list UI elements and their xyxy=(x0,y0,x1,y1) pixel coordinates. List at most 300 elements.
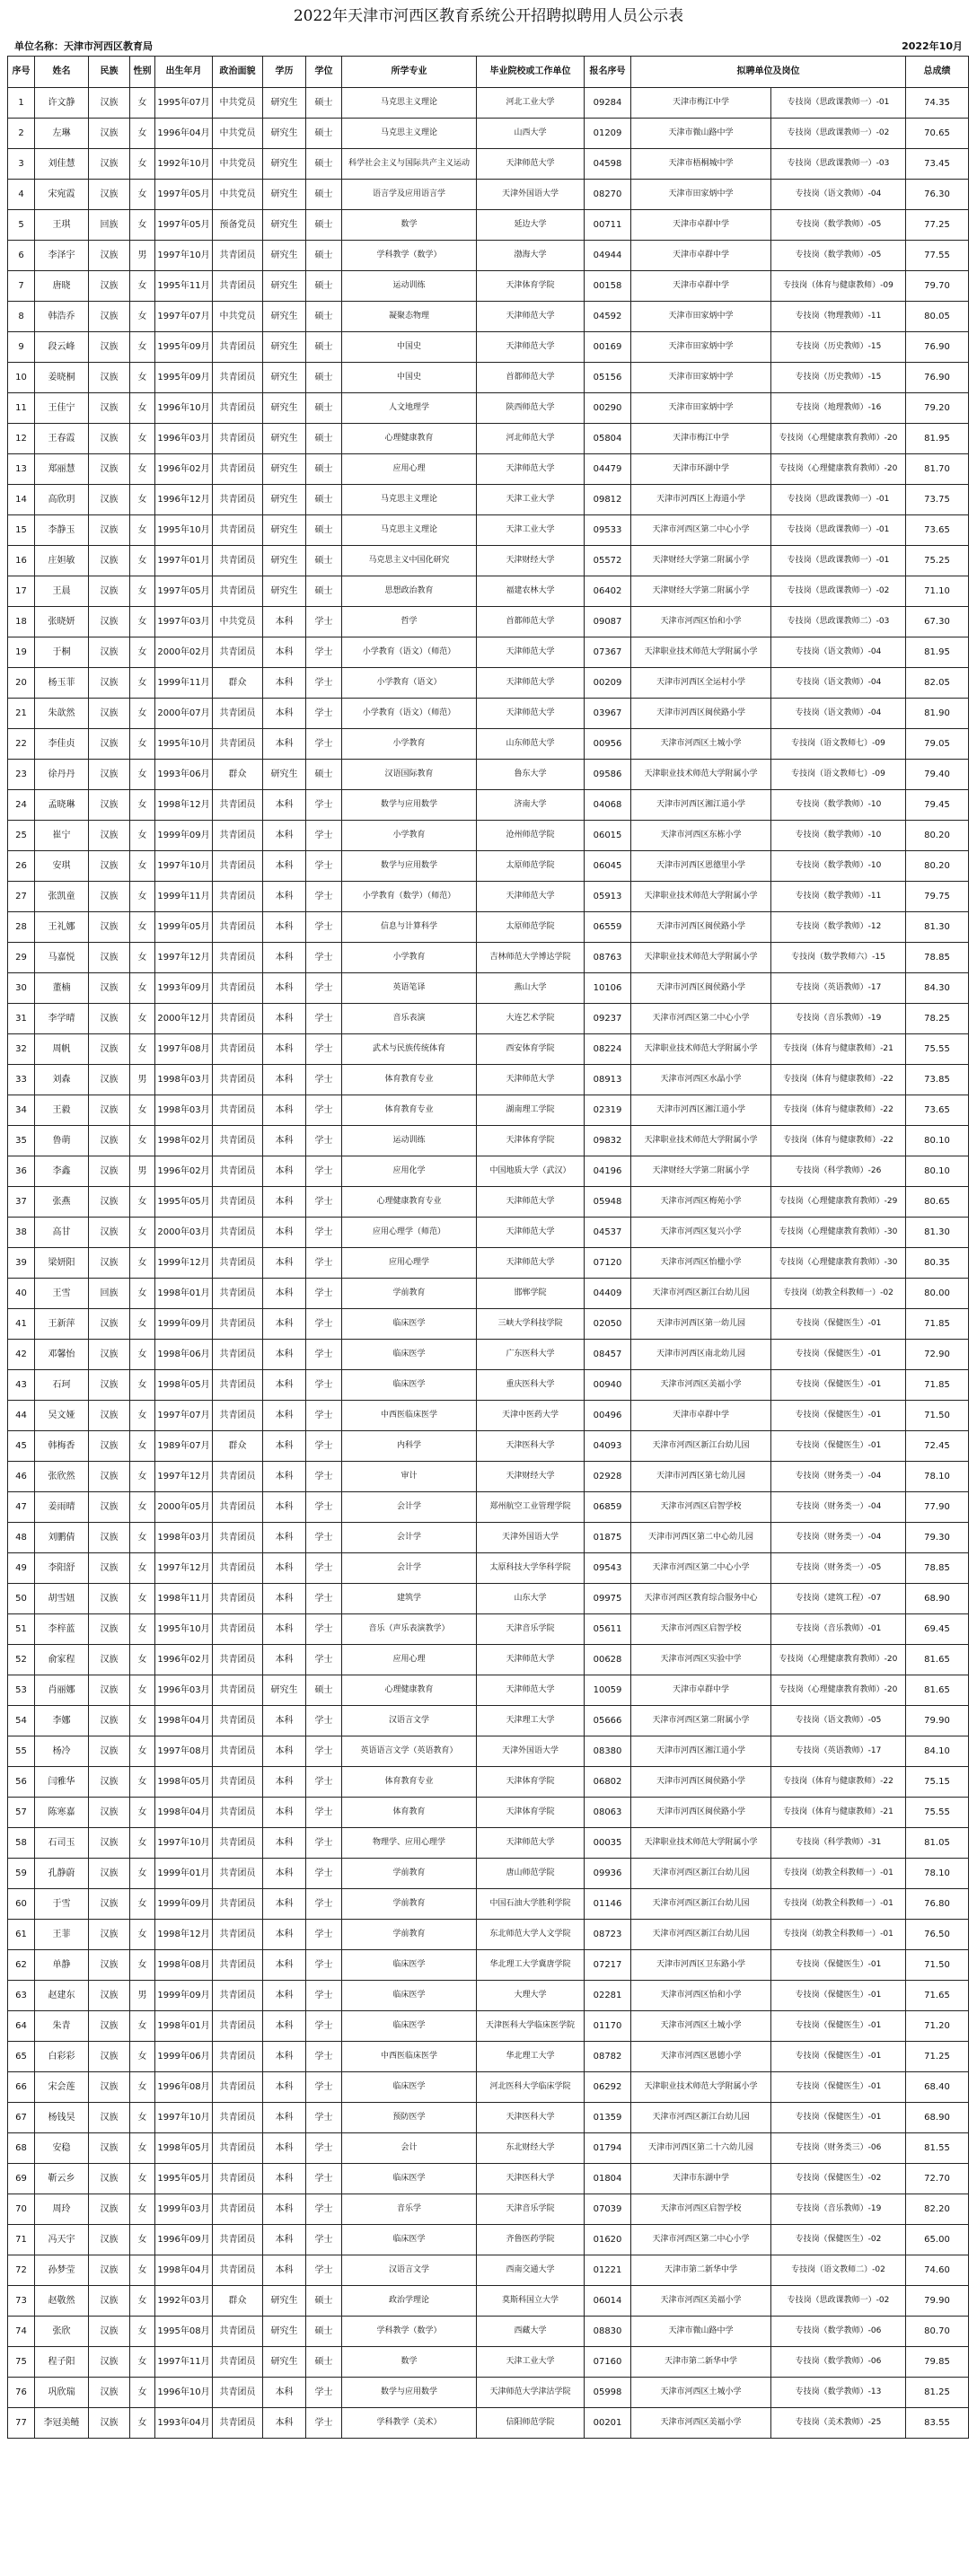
cell-degree: 学士 xyxy=(306,699,342,729)
cell-school: 山东师范大学 xyxy=(477,729,585,760)
cell-name: 张凯童 xyxy=(35,882,89,912)
cell-political: 中共党员 xyxy=(213,302,263,332)
table-row xyxy=(8,1187,969,1218)
cell-name: 杨玉菲 xyxy=(35,668,89,699)
cell-name: 鲁萌 xyxy=(35,1126,89,1156)
cell-education: 本科 xyxy=(263,943,306,973)
cell-degree: 硕士 xyxy=(306,2317,342,2347)
table-row xyxy=(8,393,969,424)
cell-reg-no: 00496 xyxy=(585,1401,631,1431)
cell-reg-no: 02319 xyxy=(585,1095,631,1126)
cell-ethnicity: 汉族 xyxy=(89,485,130,515)
cell-unit: 天津职业技术师范大学附属小学 xyxy=(631,943,771,973)
cell-unit: 天津市河西区新江台幼儿园 xyxy=(631,2103,771,2133)
cell-school: 华北理工大学冀唐学院 xyxy=(477,1950,585,1981)
cell-index: 28 xyxy=(8,912,35,943)
cell-unit: 天津市田家炳中学 xyxy=(631,363,771,393)
cell-score: 80.05 xyxy=(906,302,969,332)
cell-score: 81.65 xyxy=(906,1675,969,1706)
cell-reg-no: 00158 xyxy=(585,271,631,302)
cell-major: 会计学 xyxy=(342,1553,477,1584)
cell-political: 共青团员 xyxy=(213,790,263,821)
cell-major: 应用心理 xyxy=(342,1645,477,1675)
cell-score: 73.85 xyxy=(906,1065,969,1095)
cell-degree: 学士 xyxy=(306,607,342,637)
cell-school: 山西大学 xyxy=(477,119,585,149)
cell-school: 河北工业大学 xyxy=(477,88,585,119)
cell-reg-no: 09237 xyxy=(585,1004,631,1034)
cell-post: 专技岗（心理健康教育教师）-20 xyxy=(771,424,906,454)
cell-degree: 学士 xyxy=(306,912,342,943)
cell-major: 体育教育专业 xyxy=(342,1767,477,1798)
table-row xyxy=(8,454,969,485)
cell-score: 74.60 xyxy=(906,2255,969,2286)
cell-post: 专技岗（语文教师）-04 xyxy=(771,699,906,729)
cell-education: 研究生 xyxy=(263,363,306,393)
cell-reg-no: 06402 xyxy=(585,576,631,607)
cell-major: 数学 xyxy=(342,2347,477,2378)
cell-education: 本科 xyxy=(263,882,306,912)
cell-unit: 天津市河西区怡和小学 xyxy=(631,607,771,637)
cell-birth: 1999年09月 xyxy=(155,1309,213,1340)
cell-post: 专技岗（数学教师）-06 xyxy=(771,2347,906,2378)
cell-post: 专技岗（保健医生）-01 xyxy=(771,1950,906,1981)
cell-score: 79.85 xyxy=(906,2347,969,2378)
cell-score: 78.25 xyxy=(906,1004,969,1034)
cell-unit: 天津财经大学第二附属小学 xyxy=(631,1156,771,1187)
table-row xyxy=(8,424,969,454)
cell-unit: 天津市河西区教育综合服务中心 xyxy=(631,1584,771,1614)
cell-school: 唐山师范学院 xyxy=(477,1859,585,1889)
cell-gender: 女 xyxy=(130,271,155,302)
table-row xyxy=(8,1584,969,1614)
cell-school: 鲁东大学 xyxy=(477,760,585,790)
cell-gender: 女 xyxy=(130,1004,155,1034)
cell-education: 研究生 xyxy=(263,302,306,332)
cell-school: 天津师范大学 xyxy=(477,302,585,332)
cell-degree: 硕士 xyxy=(306,1675,342,1706)
cell-score: 80.35 xyxy=(906,1248,969,1279)
cell-unit: 天津市河西区闽侯路小学 xyxy=(631,1798,771,1828)
cell-birth: 1995年11月 xyxy=(155,271,213,302)
cell-index: 66 xyxy=(8,2072,35,2103)
cell-unit: 天津市卓群中学 xyxy=(631,241,771,271)
cell-score: 79.90 xyxy=(906,2286,969,2317)
cell-score: 72.45 xyxy=(906,1431,969,1462)
cell-post: 专技岗（幼教全科教师一）-01 xyxy=(771,1920,906,1950)
cell-school: 天津工业大学 xyxy=(477,515,585,546)
cell-degree: 硕士 xyxy=(306,149,342,180)
cell-post: 专技岗（保健医生）-01 xyxy=(771,2042,906,2072)
cell-ethnicity: 汉族 xyxy=(89,1034,130,1065)
cell-major: 物理学、应用心理学 xyxy=(342,1828,477,1859)
cell-political: 群众 xyxy=(213,760,263,790)
cell-name: 俞家程 xyxy=(35,1645,89,1675)
cell-degree: 学士 xyxy=(306,1370,342,1401)
cell-index: 22 xyxy=(8,729,35,760)
cell-degree: 学士 xyxy=(306,1248,342,1279)
cell-gender: 女 xyxy=(130,1736,155,1767)
cell-school: 山东大学 xyxy=(477,1584,585,1614)
table-row xyxy=(8,2347,969,2378)
cell-political: 共青团员 xyxy=(213,2164,263,2194)
cell-ethnicity: 汉族 xyxy=(89,1736,130,1767)
cell-birth: 1996年10月 xyxy=(155,2378,213,2408)
cell-ethnicity: 汉族 xyxy=(89,88,130,119)
table-row xyxy=(8,1340,969,1370)
cell-major: 小学教育 xyxy=(342,821,477,851)
cell-birth: 1998年08月 xyxy=(155,1950,213,1981)
cell-unit: 天津市河西区新江台幼儿园 xyxy=(631,1920,771,1950)
cell-school: 渤海大学 xyxy=(477,241,585,271)
table-row xyxy=(8,2072,969,2103)
cell-school: 三峡大学科技学院 xyxy=(477,1309,585,1340)
cell-ethnicity: 汉族 xyxy=(89,1767,130,1798)
cell-ethnicity: 汉族 xyxy=(89,1431,130,1462)
cell-index: 3 xyxy=(8,149,35,180)
header-gender: 性别 xyxy=(130,57,155,88)
cell-index: 56 xyxy=(8,1767,35,1798)
cell-birth: 1995年05月 xyxy=(155,1187,213,1218)
cell-school: 东北财经大学 xyxy=(477,2133,585,2164)
cell-birth: 1989年07月 xyxy=(155,1431,213,1462)
cell-score: 73.75 xyxy=(906,485,969,515)
cell-ethnicity: 汉族 xyxy=(89,2378,130,2408)
cell-political: 共青团员 xyxy=(213,2011,263,2042)
cell-degree: 学士 xyxy=(306,668,342,699)
cell-name: 宋宛霞 xyxy=(35,180,89,210)
cell-degree: 硕士 xyxy=(306,393,342,424)
cell-degree: 学士 xyxy=(306,1034,342,1065)
cell-gender: 女 xyxy=(130,119,155,149)
cell-degree: 学士 xyxy=(306,1645,342,1675)
table-row xyxy=(8,1248,969,1279)
header-birth: 出生年月 xyxy=(155,57,213,88)
cell-reg-no: 07217 xyxy=(585,1950,631,1981)
cell-index: 72 xyxy=(8,2255,35,2286)
cell-major: 临床医学 xyxy=(342,2011,477,2042)
cell-degree: 学士 xyxy=(306,1950,342,1981)
cell-post: 专技岗（财务类一）-04 xyxy=(771,1492,906,1523)
table-row xyxy=(8,2317,969,2347)
cell-degree: 学士 xyxy=(306,729,342,760)
cell-ethnicity: 汉族 xyxy=(89,271,130,302)
cell-degree: 学士 xyxy=(306,1462,342,1492)
cell-index: 1 xyxy=(8,88,35,119)
table-row xyxy=(8,1736,969,1767)
cell-major: 思想政治教育 xyxy=(342,576,477,607)
cell-ethnicity: 汉族 xyxy=(89,576,130,607)
cell-political: 共青团员 xyxy=(213,1492,263,1523)
cell-birth: 1999年09月 xyxy=(155,821,213,851)
cell-gender: 女 xyxy=(130,1675,155,1706)
cell-political: 中共党员 xyxy=(213,119,263,149)
cell-ethnicity: 汉族 xyxy=(89,1889,130,1920)
cell-index: 54 xyxy=(8,1706,35,1736)
cell-post: 专技岗（幼教全科教师一）-01 xyxy=(771,1859,906,1889)
cell-ethnicity: 回族 xyxy=(89,210,130,241)
cell-ethnicity: 汉族 xyxy=(89,2347,130,2378)
cell-name: 韩梅香 xyxy=(35,1431,89,1462)
cell-degree: 学士 xyxy=(306,1279,342,1309)
cell-unit: 天津市梧桐城中学 xyxy=(631,149,771,180)
cell-education: 本科 xyxy=(263,1279,306,1309)
table-row xyxy=(8,515,969,546)
cell-degree: 学士 xyxy=(306,821,342,851)
cell-score: 81.95 xyxy=(906,637,969,668)
cell-post: 专技岗（科学教师）-26 xyxy=(771,1156,906,1187)
cell-education: 研究生 xyxy=(263,546,306,576)
cell-school: 天津医科大学 xyxy=(477,2164,585,2194)
cell-degree: 学士 xyxy=(306,1309,342,1340)
cell-political: 共青团员 xyxy=(213,2255,263,2286)
cell-degree: 学士 xyxy=(306,1767,342,1798)
cell-major: 审计 xyxy=(342,1462,477,1492)
cell-gender: 男 xyxy=(130,1981,155,2011)
cell-gender: 女 xyxy=(130,2072,155,2103)
cell-major: 马克思主义理论 xyxy=(342,515,477,546)
cell-name: 胡雪妞 xyxy=(35,1584,89,1614)
cell-birth: 1992年03月 xyxy=(155,2286,213,2317)
cell-reg-no: 00956 xyxy=(585,729,631,760)
cell-unit: 天津市河西区土城小学 xyxy=(631,2011,771,2042)
cell-major: 科学社会主义与国际共产主义运动 xyxy=(342,149,477,180)
cell-degree: 学士 xyxy=(306,2255,342,2286)
cell-score: 71.10 xyxy=(906,576,969,607)
cell-ethnicity: 汉族 xyxy=(89,1523,130,1553)
cell-post: 专技岗（保健医生）-01 xyxy=(771,1340,906,1370)
cell-major: 应用心理学（师范） xyxy=(342,1218,477,1248)
cell-reg-no: 00711 xyxy=(585,210,631,241)
table-row xyxy=(8,2103,969,2133)
cell-index: 42 xyxy=(8,1340,35,1370)
table-row xyxy=(8,2408,969,2439)
cell-birth: 1996年08月 xyxy=(155,2072,213,2103)
cell-school: 中国石油大学胜利学院 xyxy=(477,1889,585,1920)
cell-name: 刘森 xyxy=(35,1065,89,1095)
cell-reg-no: 06559 xyxy=(585,912,631,943)
table-body xyxy=(8,88,969,2439)
cell-reg-no: 08224 xyxy=(585,1034,631,1065)
cell-major: 学前教育 xyxy=(342,1889,477,1920)
table-row xyxy=(8,821,969,851)
cell-post: 专技岗（体育与健康教师）-22 xyxy=(771,1767,906,1798)
cell-reg-no: 05913 xyxy=(585,882,631,912)
cell-major: 数学 xyxy=(342,210,477,241)
cell-gender: 女 xyxy=(130,1126,155,1156)
cell-major: 马克思主义理论 xyxy=(342,88,477,119)
cell-ethnicity: 汉族 xyxy=(89,393,130,424)
cell-gender: 女 xyxy=(130,790,155,821)
cell-gender: 男 xyxy=(130,1156,155,1187)
cell-index: 51 xyxy=(8,1614,35,1645)
cell-education: 研究生 xyxy=(263,2317,306,2347)
cell-education: 研究生 xyxy=(263,2286,306,2317)
cell-major: 会计学 xyxy=(342,1523,477,1553)
cell-reg-no: 00035 xyxy=(585,1828,631,1859)
cell-reg-no: 09533 xyxy=(585,515,631,546)
table-row xyxy=(8,485,969,515)
cell-education: 研究生 xyxy=(263,332,306,363)
cell-political: 预备党员 xyxy=(213,210,263,241)
cell-reg-no: 09543 xyxy=(585,1553,631,1584)
cell-ethnicity: 汉族 xyxy=(89,760,130,790)
table-row xyxy=(8,2042,969,2072)
cell-unit: 天津市河西区第二中心小学 xyxy=(631,1004,771,1034)
table-row xyxy=(8,1370,969,1401)
cell-index: 74 xyxy=(8,2317,35,2347)
cell-unit: 天津市河西区第二十六幼儿园 xyxy=(631,2133,771,2164)
cell-reg-no: 04944 xyxy=(585,241,631,271)
table-row xyxy=(8,302,969,332)
cell-school: 信阳师范学院 xyxy=(477,2408,585,2439)
cell-name: 张晓妍 xyxy=(35,607,89,637)
cell-ethnicity: 汉族 xyxy=(89,332,130,363)
cell-unit: 天津市河西区美福小学 xyxy=(631,2286,771,2317)
table-row xyxy=(8,2378,969,2408)
cell-index: 58 xyxy=(8,1828,35,1859)
table-row xyxy=(8,546,969,576)
cell-post: 专技岗（思政课教师一）-02 xyxy=(771,576,906,607)
cell-school: 华北理工大学 xyxy=(477,2042,585,2072)
cell-gender: 女 xyxy=(130,1309,155,1340)
cell-score: 78.10 xyxy=(906,1462,969,1492)
cell-reg-no: 06015 xyxy=(585,821,631,851)
cell-birth: 1995年10月 xyxy=(155,729,213,760)
cell-score: 81.65 xyxy=(906,1645,969,1675)
cell-major: 预防医学 xyxy=(342,2103,477,2133)
cell-major: 哲学 xyxy=(342,607,477,637)
cell-index: 15 xyxy=(8,515,35,546)
cell-gender: 女 xyxy=(130,821,155,851)
cell-gender: 女 xyxy=(130,1523,155,1553)
cell-unit: 天津市河西区实验中学 xyxy=(631,1645,771,1675)
cell-birth: 1997年05月 xyxy=(155,576,213,607)
cell-political: 共青团员 xyxy=(213,1065,263,1095)
cell-ethnicity: 汉族 xyxy=(89,1920,130,1950)
cell-ethnicity: 汉族 xyxy=(89,1492,130,1523)
cell-reg-no: 01209 xyxy=(585,119,631,149)
cell-major: 运动训练 xyxy=(342,1126,477,1156)
cell-ethnicity: 汉族 xyxy=(89,1156,130,1187)
cell-ethnicity: 汉族 xyxy=(89,454,130,485)
cell-degree: 学士 xyxy=(306,1981,342,2011)
cell-school: 天津中医药大学 xyxy=(477,1401,585,1431)
cell-ethnicity: 汉族 xyxy=(89,1340,130,1370)
cell-major: 应用化学 xyxy=(342,1156,477,1187)
cell-gender: 女 xyxy=(130,2225,155,2255)
cell-unit: 天津财经大学第二附属小学 xyxy=(631,576,771,607)
cell-political: 中共党员 xyxy=(213,149,263,180)
cell-school: 郑州航空工业管理学院 xyxy=(477,1492,585,1523)
cell-degree: 学士 xyxy=(306,1889,342,1920)
cell-major: 汉语言文学 xyxy=(342,1706,477,1736)
table-row xyxy=(8,2133,969,2164)
cell-political: 共青团员 xyxy=(213,424,263,454)
cell-unit: 天津市东湖中学 xyxy=(631,2164,771,2194)
cell-index: 2 xyxy=(8,119,35,149)
cell-reg-no: 07367 xyxy=(585,637,631,668)
cell-degree: 学士 xyxy=(306,1859,342,1889)
cell-unit: 天津市田家炳中学 xyxy=(631,393,771,424)
cell-gender: 女 xyxy=(130,454,155,485)
cell-political: 共青团员 xyxy=(213,1126,263,1156)
cell-index: 32 xyxy=(8,1034,35,1065)
cell-birth: 1995年10月 xyxy=(155,1614,213,1645)
cell-school: 太原师范学院 xyxy=(477,912,585,943)
cell-political: 共青团员 xyxy=(213,1859,263,1889)
cell-score: 82.05 xyxy=(906,668,969,699)
cell-ethnicity: 汉族 xyxy=(89,2133,130,2164)
cell-degree: 学士 xyxy=(306,1156,342,1187)
cell-unit: 天津市河西区新江台幼儿园 xyxy=(631,1859,771,1889)
cell-name: 李冠美鲢 xyxy=(35,2408,89,2439)
cell-reg-no: 01170 xyxy=(585,2011,631,2042)
cell-unit: 天津市河西区新江台幼儿园 xyxy=(631,1889,771,1920)
cell-name: 高甘 xyxy=(35,1218,89,1248)
cell-school: 西藏大学 xyxy=(477,2317,585,2347)
cell-school: 天津外国语大学 xyxy=(477,180,585,210)
cell-major: 会计 xyxy=(342,2133,477,2164)
cell-school: 河北医科大学临床学院 xyxy=(477,2072,585,2103)
cell-name: 王佳宁 xyxy=(35,393,89,424)
cell-score: 74.35 xyxy=(906,88,969,119)
cell-degree: 学士 xyxy=(306,2194,342,2225)
cell-post: 专技岗（音乐教师）-19 xyxy=(771,1004,906,1034)
cell-degree: 学士 xyxy=(306,2042,342,2072)
cell-index: 55 xyxy=(8,1736,35,1767)
header-score: 总成绩 xyxy=(906,57,969,88)
cell-name: 李泽宇 xyxy=(35,241,89,271)
cell-political: 共青团员 xyxy=(213,2378,263,2408)
cell-post: 专技岗（数学教师）-13 xyxy=(771,2378,906,2408)
cell-degree: 学士 xyxy=(306,2072,342,2103)
cell-name: 高欣玥 xyxy=(35,485,89,515)
cell-unit: 天津市河西区湘江道小学 xyxy=(631,1095,771,1126)
cell-unit: 天津市梅江中学 xyxy=(631,88,771,119)
cell-ethnicity: 汉族 xyxy=(89,2225,130,2255)
cell-name: 姜晓桐 xyxy=(35,363,89,393)
cell-index: 4 xyxy=(8,180,35,210)
cell-post: 专技岗（体育与健康教师）-21 xyxy=(771,1034,906,1065)
cell-ethnicity: 汉族 xyxy=(89,149,130,180)
cell-unit: 天津市河西区闽侯路小学 xyxy=(631,912,771,943)
cell-unit: 天津市卓群中学 xyxy=(631,210,771,241)
cell-ethnicity: 汉族 xyxy=(89,1004,130,1034)
cell-birth: 1995年09月 xyxy=(155,332,213,363)
cell-gender: 女 xyxy=(130,576,155,607)
cell-name: 王春霞 xyxy=(35,424,89,454)
cell-education: 研究生 xyxy=(263,210,306,241)
cell-ethnicity: 汉族 xyxy=(89,546,130,576)
personnel-table xyxy=(7,56,969,2439)
cell-degree: 学士 xyxy=(306,1828,342,1859)
cell-post: 专技岗（心理健康教育教师）-30 xyxy=(771,1218,906,1248)
cell-degree: 硕士 xyxy=(306,2347,342,2378)
cell-degree: 学士 xyxy=(306,2408,342,2439)
cell-unit: 天津市河西区新江台幼儿园 xyxy=(631,1431,771,1462)
cell-school: 天津师范大学 xyxy=(477,882,585,912)
cell-score: 81.05 xyxy=(906,1828,969,1859)
cell-education: 本科 xyxy=(263,2408,306,2439)
table-row xyxy=(8,271,969,302)
cell-reg-no: 04196 xyxy=(585,1156,631,1187)
cell-unit: 天津市微山路中学 xyxy=(631,2317,771,2347)
cell-school: 沧州师范学院 xyxy=(477,821,585,851)
cell-major: 临床医学 xyxy=(342,1340,477,1370)
cell-political: 共青团员 xyxy=(213,851,263,882)
cell-birth: 1996年02月 xyxy=(155,1645,213,1675)
